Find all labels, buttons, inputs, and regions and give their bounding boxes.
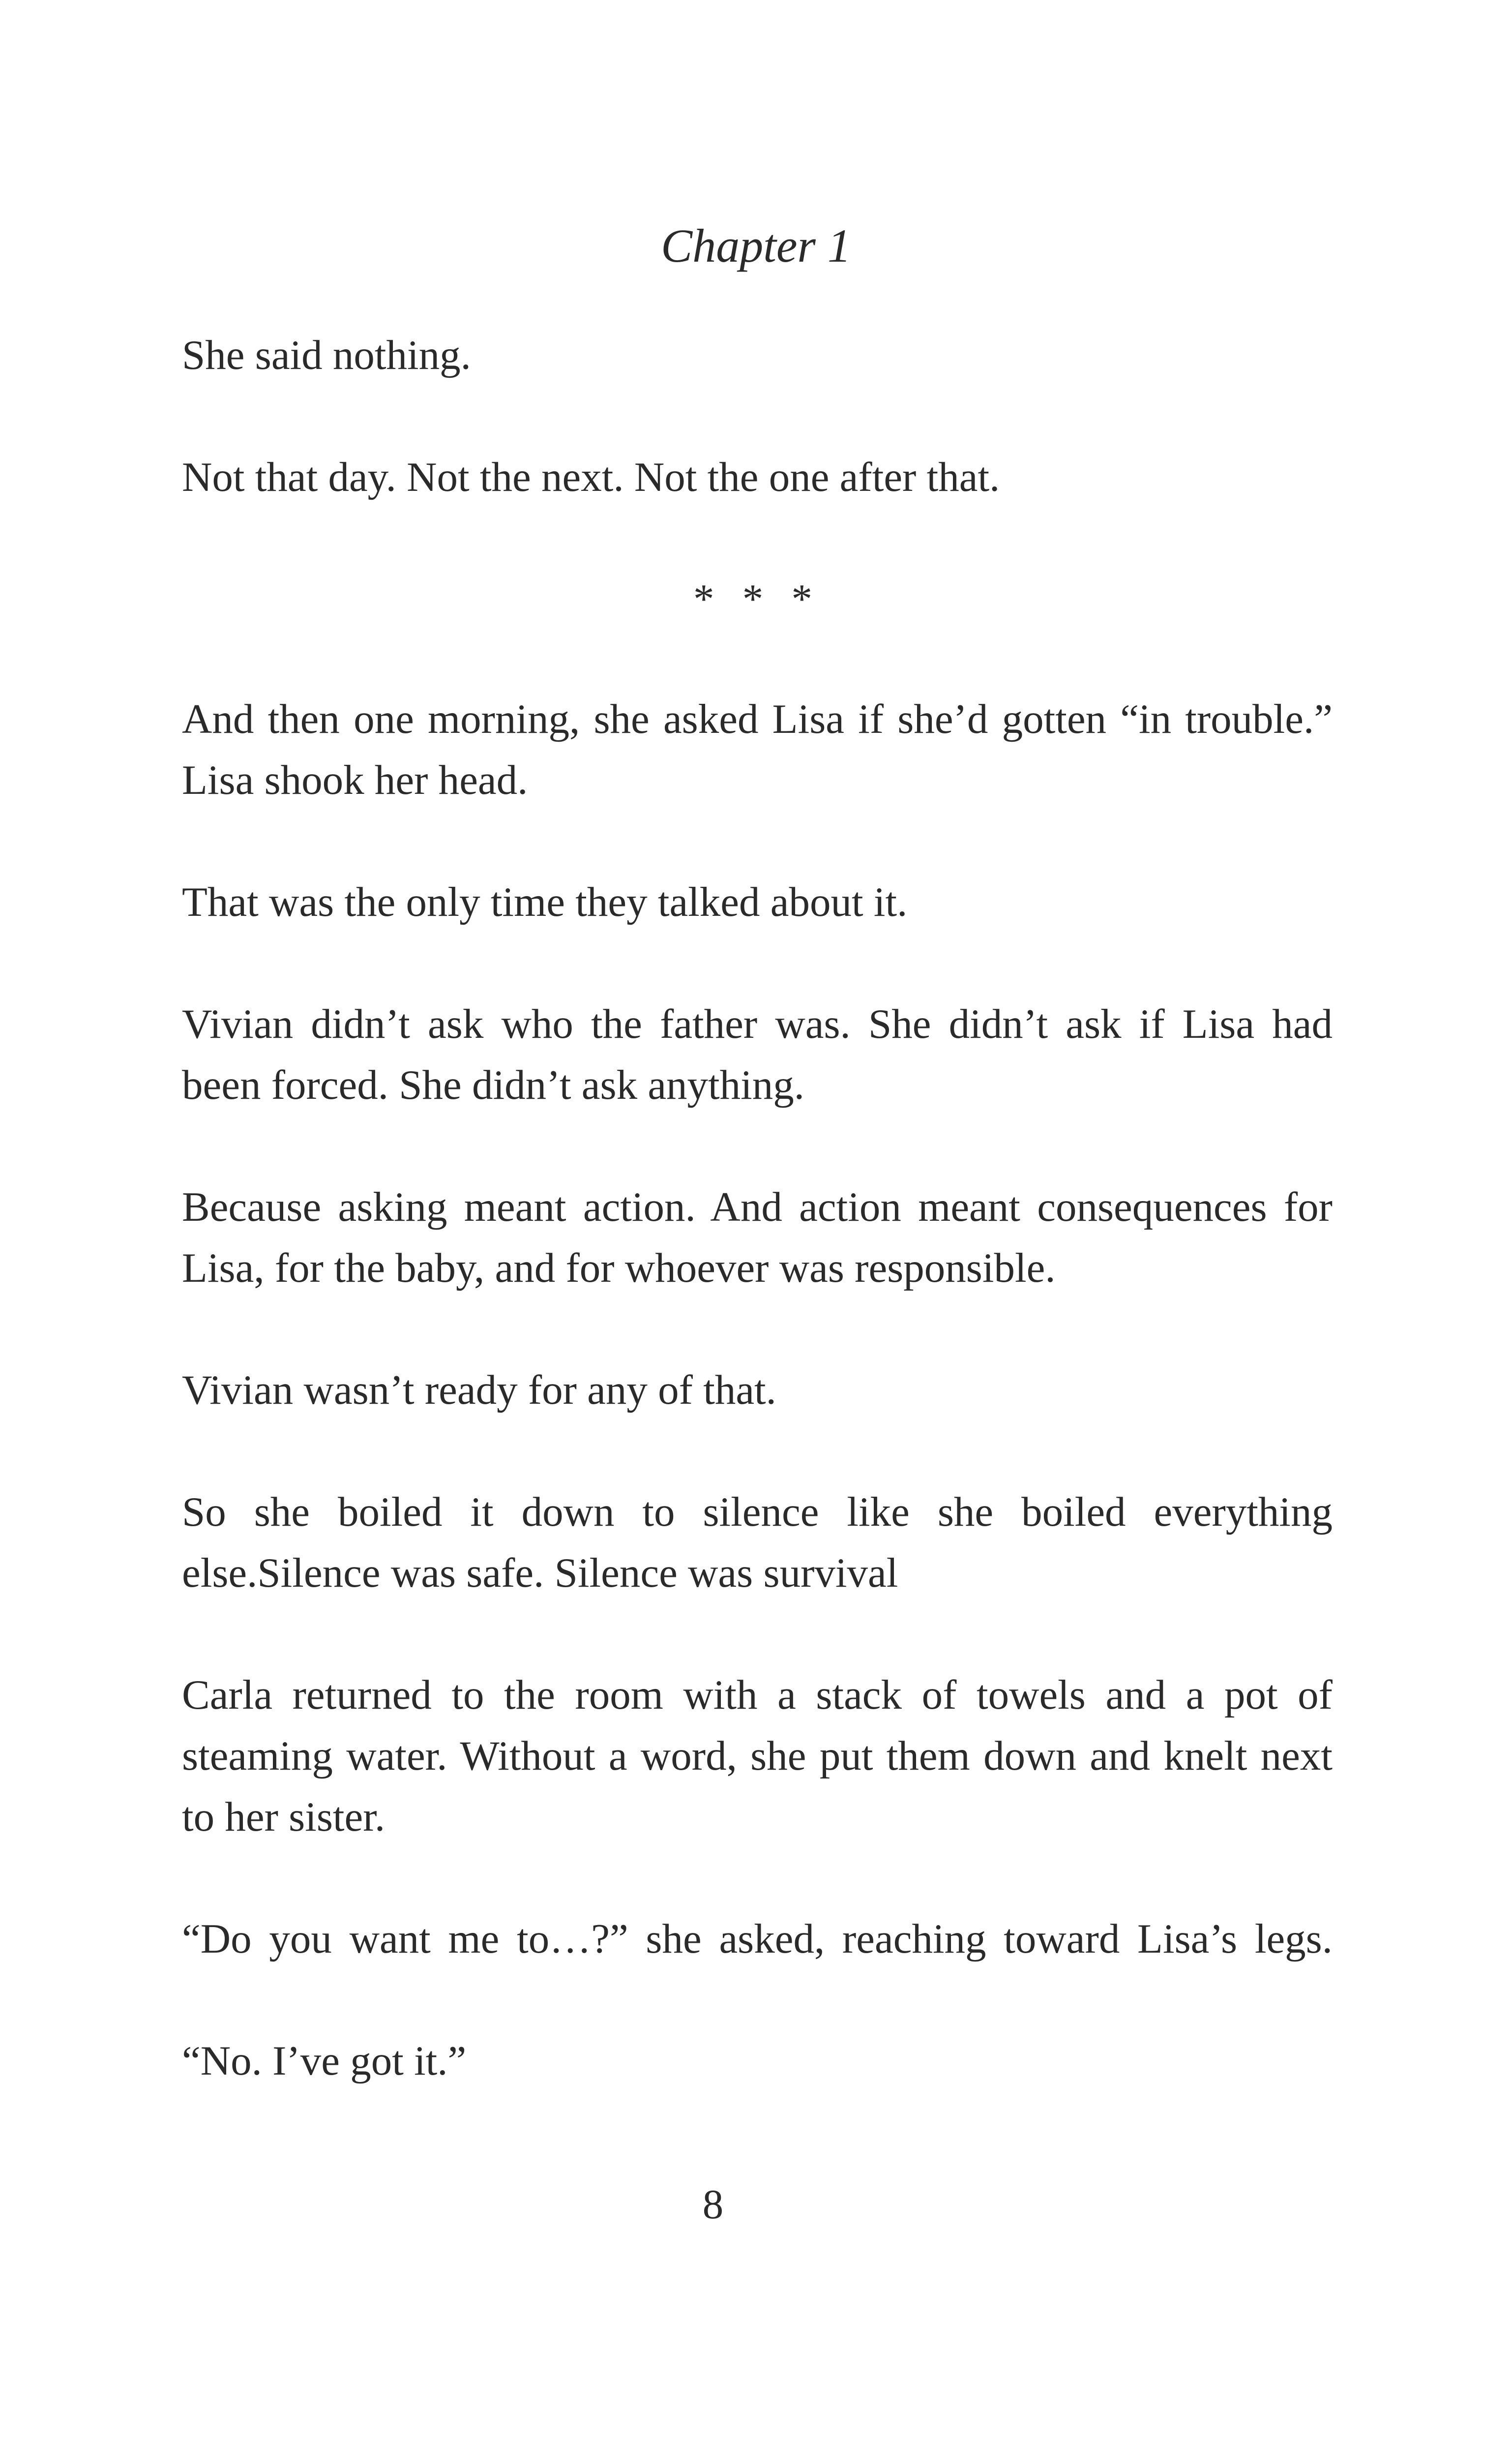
scene-break: * * * (693, 576, 821, 622)
paragraph-3: And then one morning, she asked Lisa if she’d gotten “in trouble.” Lisa shook her head. (182, 696, 1333, 803)
paragraph-9: Carla returned to the room with a stack of towels and a pot of steaming water. Without a word, she put them down and knelt next to her sister. (182, 1672, 1333, 1840)
paragraph-4: That was the only time they talked about it. (182, 879, 908, 925)
body-text (182, 325, 1333, 2152)
paragraph-1: She said nothing. (182, 332, 471, 378)
paragraph-10: “Do you want me to…?” she asked, reaching toward Lisa’s legs. (182, 1916, 1333, 1962)
paragraph-5: Vivian didn’t ask who the father was. She didn’t ask if Lisa had been forced. She didn’t ask anything. (182, 1001, 1333, 1108)
paragraph-8: So she boiled it down to silence like she boiled everything else.Silence was safe. Silence was survival (182, 1489, 1333, 1596)
paragraph-2: Not that day. Not the next. Not the one after that. (182, 454, 1000, 500)
chapter-title: Chapter 1 (661, 219, 851, 272)
paragraph-7: Vivian wasn’t ready for any of that. (182, 1367, 776, 1413)
paragraph-6: Because asking meant action. And action meant consequences for Lisa, for the baby, and for whoever was responsible. (182, 1184, 1333, 1291)
page-number: 8 (702, 2181, 724, 2228)
paragraph-11: “No. I’ve got it.” (182, 2038, 467, 2084)
